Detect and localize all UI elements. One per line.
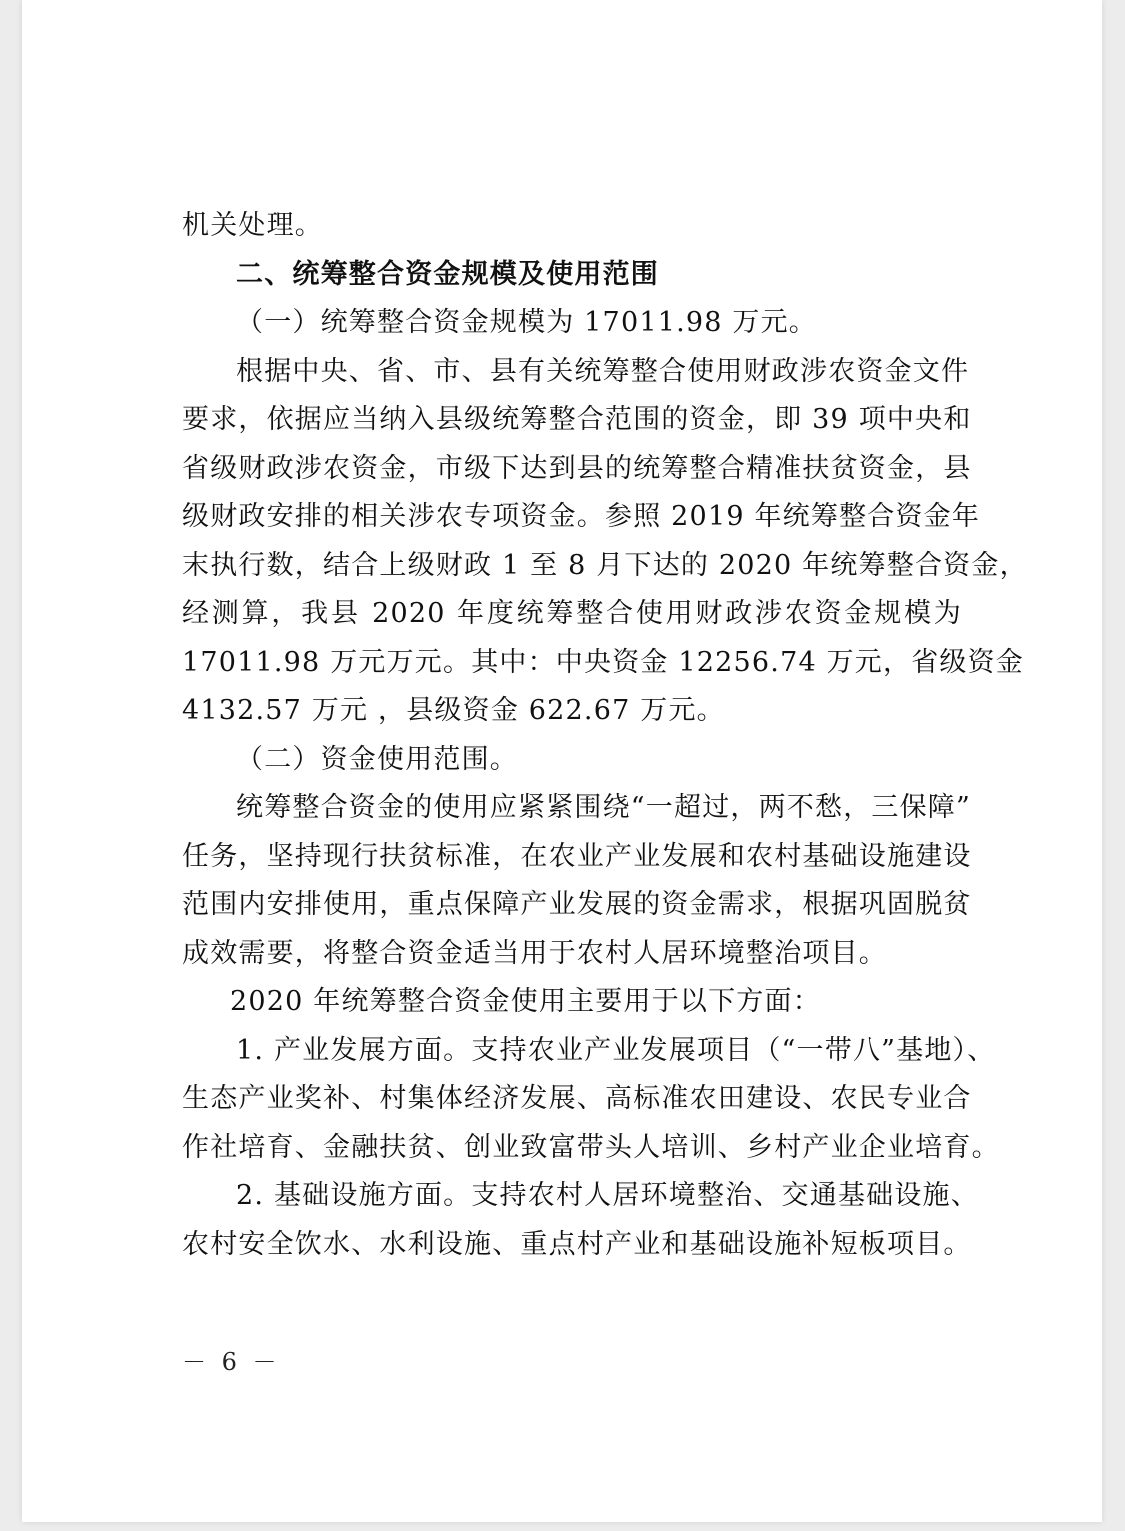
paragraph-line: 统筹整合资金的使用应紧紧围绕“一超过，两不愁，三保障” — [236, 792, 972, 823]
paragraph-line: 农村安全饮水、水利设施、重点村产业和基础设施补短板项目。 — [182, 1228, 972, 1260]
paragraph-line: 范围内安排使用，重点保障产业发展的资金需求，根据巩固脱贫 — [182, 889, 972, 920]
paragraph-line: 成效需要，将整合资金适当用于农村人居环境整治项目。 — [182, 937, 887, 969]
list-item: 2. 基础设施方面。支持农村人居环境整治、交通基础设施、 — [236, 1180, 979, 1211]
paragraph-line: 生态产业奖补、村集体经济发展、高标准农田建设、农民专业合 — [182, 1083, 972, 1114]
paragraph-line: 末执行数，结合上级财政 1 至 8 月下达的 2020 年统筹整合资金， — [182, 549, 1028, 581]
paragraph-line: 根据中央、省、市、县有关统筹整合使用财政涉农资金文件 — [236, 355, 970, 387]
paragraph-line: 级财政安排的相关涉农专项资金。参照 2019 年统筹整合资金年 — [182, 501, 981, 532]
paragraph-line: 2020 年统筹整合资金使用主要用于以下方面： — [230, 986, 821, 1017]
paragraph-line: 经测算，我县 2020 年度统筹整合使用财政涉农资金规模为 — [182, 598, 962, 629]
document-body — [182, 202, 1028, 1269]
document-page — [22, 0, 1102, 1522]
list-item: 1. 产业发展方面。支持农业产业发展项目（“一带八”基地）、 — [236, 1034, 996, 1066]
paragraph-line: 机关处理。 — [182, 210, 323, 241]
paragraph-line: 省级财政涉农资金，市级下达到县的统筹整合精准扶贫资金，县 — [182, 452, 972, 484]
paragraph-line: 17011.98 万元万元。其中：中央资金 12256.74 万元，省级资金 — [182, 646, 1025, 678]
paragraph-line: 要求，依据应当纳入县级统筹整合范围的资金，即 39 项中央和 — [182, 404, 972, 435]
subsection-heading: （二）资金使用范围。 — [236, 743, 518, 775]
page-number: － 6 － — [182, 1348, 281, 1376]
section-heading: 二、统筹整合资金规模及使用范围 — [236, 258, 659, 290]
paragraph-line: 任务，坚持现行扶贫标准，在农业产业发展和农村基础设施建设 — [182, 840, 972, 872]
subsection-heading: （一）统筹整合资金规模为 17011.98 万元。 — [236, 307, 817, 338]
paragraph-line: 作社培育、金融扶贫、创业致富带头人培训、乡村产业企业培育。 — [182, 1131, 1000, 1163]
paragraph-line: 4132.57 万元 ，县级资金 622.67 万元。 — [182, 695, 725, 726]
